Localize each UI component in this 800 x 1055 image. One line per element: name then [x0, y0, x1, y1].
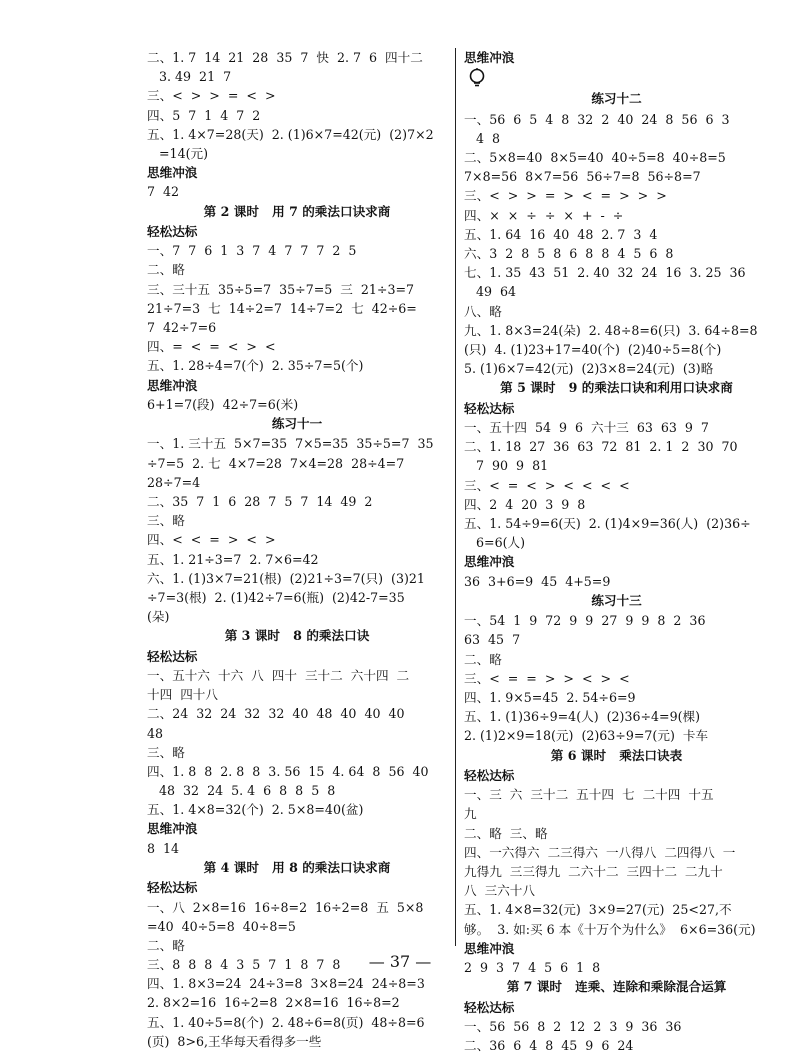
answer-line: 五、1. (1)36÷9=4(人) (2)36÷4=9(棵) [464, 709, 701, 725]
answer-line: 二、略 [464, 651, 502, 667]
section-heading: 练习十二 [591, 91, 642, 107]
answer-line: 三、< = < > < < < < [464, 477, 630, 493]
answer-line: 5. (1)6×7=42(元) (2)3×8=24(元) (3)略 [464, 361, 714, 377]
answer-line: 八、略 [464, 303, 502, 319]
answer-line: 二、略 三、略 [464, 825, 548, 841]
answer-line: 8 14 [147, 840, 180, 856]
answer-line: 四、= < = < > < [147, 339, 276, 355]
subsection-label: 轻松达标 [464, 999, 515, 1015]
section-heading: 第 3 课时 8 的乘法口诀 [224, 628, 370, 644]
answer-line: 7 90 9 81 [464, 458, 549, 474]
answer-line: 五、1. 64 16 40 48 2. 7 3 4 [464, 226, 658, 242]
answer-line: 7 42÷7=6 [147, 319, 217, 335]
section-heading: 第 7 课时 连乘、连除和乘除混合运算 [506, 979, 727, 995]
answer-line: 七、1. 35 43 51 2. 40 32 24 16 3. 25 36 [464, 265, 746, 281]
answer-line: 四、< < = > < > [147, 532, 276, 548]
answer-line: 2 9 3 7 4 5 6 1 8 [464, 959, 601, 975]
section-heading: 练习十一 [271, 415, 323, 431]
subsection-label: 轻松达标 [147, 880, 198, 896]
answer-line: 48 [147, 725, 164, 741]
answer-line: 一、56 6 5 4 8 32 2 40 24 8 56 6 3 [464, 111, 730, 127]
answer-line: 二、35 7 1 6 28 7 5 7 14 49 2 [147, 493, 373, 509]
answer-line: 三、略 [147, 744, 185, 760]
subsection-label: 思维冲浪 [464, 554, 515, 570]
answer-line: 48 32 24 5. 4 6 8 8 5 8 [147, 783, 336, 799]
subsection-label: 思维冲浪 [147, 165, 198, 181]
subsection-label: 思维冲浪 [147, 377, 198, 393]
answer-line: 4 8 [464, 130, 501, 146]
section-heading: 第 5 课时 9 的乘法口诀和利用口诀求商 [500, 380, 733, 396]
answer-line: 五、1. 40÷5=8(个) 2. 48÷6=8(页) 48÷8=6 [147, 1014, 425, 1030]
subsection-label: 轻松达标 [464, 400, 515, 416]
subsection-label: 思维冲浪 [464, 50, 515, 65]
answer-line: 2. 8×2=16 16÷2=8 2×8=16 16÷8=2 [147, 995, 400, 1011]
answer-line: 够。 3. 如:买 6 本《十万个为什么》 6×6=36(元) [464, 921, 756, 937]
subsection-label: 思维冲浪 [147, 821, 198, 837]
section-heading: 第 2 课时 用 7 的乘法口诀求商 [203, 203, 391, 219]
answer-line: 6=6(人) [464, 535, 526, 551]
answer-line: 2. (1)2×9=18(元) (2)63÷9=7(元) 卡车 [464, 728, 709, 744]
answer-line: 21÷7=3 七 14÷2=7 14÷7=2 七 42÷6= [147, 300, 417, 316]
answer-line: 四、一六得六 二三得六 一八得八 二四得八 一 [464, 844, 736, 860]
answer-line: 九、1. 8×3=24(朵) 2. 48÷8=6(只) 3. 64÷8=8 [464, 322, 758, 338]
answer-line: =14(元) [147, 145, 209, 161]
answer-line: 五、1. 4×8=32(个) 2. 5×8=40(盆) [147, 802, 364, 818]
answer-line: 四、2 4 20 3 9 8 [464, 496, 586, 512]
page-number: — 37 — [368, 952, 432, 971]
answer-line: 二、36 6 4 8 45 9 6 24 [464, 1037, 634, 1053]
answer-line: 二、略 [147, 937, 185, 953]
answer-line: 一、56 56 8 2 12 2 3 9 36 36 [464, 1018, 682, 1034]
answer-line: 二、1. 18 27 36 63 72 81 2. 1 2 30 70 [464, 439, 738, 455]
answer-line: 四、1. 8 8 2. 8 8 3. 56 15 4. 64 8 56 40 [147, 763, 429, 779]
answer-line: 三、< > > = > < = > > > [464, 188, 667, 204]
answer-line: 六、3 2 8 5 8 6 8 8 4 5 6 8 [464, 246, 674, 261]
answer-line: 一、三 六 三十二 五十四 七 二十四 十五 [464, 787, 714, 803]
answer-line: 四、1. 9×5=45 2. 54÷6=9 [464, 689, 636, 705]
answer-line: 三、三十五 35÷5=7 35÷7=5 三 21÷3=7 [147, 281, 415, 297]
answer-line: 二、略 [147, 262, 185, 278]
answer-line: 五、1. 4×7=28(天) 2. (1)6×7=42(元) (2)7×2 [147, 126, 434, 142]
section-heading: 练习十三 [591, 592, 642, 608]
answer-line: 6+1=7(段) 42÷7=6(米) [147, 396, 299, 412]
answer-line: 六、1. (1)3×7=21(根) (2)21÷3=7(只) (3)21 [147, 570, 425, 586]
answer-line: 三、< > > = < > [147, 88, 276, 104]
answer-line: ÷7=5 2. 七 4×7=28 7×4=28 28÷4=7 [147, 455, 405, 471]
section-heading: 第 4 课时 用 8 的乘法口诀求商 [203, 859, 391, 875]
answer-line: 3. 49 21 7 [147, 69, 232, 85]
answer-line: (只) 4. (1)23+17=40(个) (2)40÷5=8(个) [464, 341, 722, 357]
answer-line: 一、54 1 9 72 9 9 27 9 9 8 2 36 [464, 613, 706, 629]
answer-line: 二、5×8=40 8×5=40 40÷5=8 40÷8=5 [464, 150, 726, 166]
answer-line: 7×8=56 8×7=56 56÷7=8 56÷8=7 [464, 169, 701, 185]
answer-line: 五、1. 21÷3=7 2. 7×6=42 [147, 551, 319, 567]
answer-line: 四、5 7 1 4 7 2 [147, 107, 261, 123]
answer-line: 63 45 7 [464, 632, 521, 648]
answer-line: 八 三六十八 [464, 883, 535, 899]
answer-line: 四、× × ÷ ÷ × + - ÷ [464, 207, 624, 223]
answer-line: 二、24 32 24 32 32 40 48 40 40 40 [147, 706, 405, 722]
answer-line: 一、八 2×8=16 16÷8=2 16÷2=8 五 5×8 [147, 899, 424, 915]
answer-line: 49 64 [464, 284, 517, 300]
column-divider [455, 48, 456, 946]
section-heading: 第 6 课时 乘法口诀表 [550, 747, 683, 763]
answer-line: 三、8 8 8 4 3 5 7 1 8 7 8 [147, 957, 341, 973]
subsection-label: 轻松达标 [147, 224, 198, 239]
answer-line: 九 [464, 806, 477, 822]
answer-line: 九得九 三三得九 二六十二 三四十二 二九十 [464, 863, 723, 879]
answer-line: 一、五十六 十六 八 四十 三十二 六十四 二 [147, 667, 410, 683]
answer-line: 28÷7=4 [147, 474, 201, 490]
subsection-label: 轻松达标 [464, 768, 515, 783]
lightbulb-icon [464, 67, 769, 89]
answer-line: 36 3+6=9 45 4+5=9 [464, 573, 611, 589]
answer-line: 三、< = = > > < > < [464, 670, 630, 686]
answer-line: 十四 四十八 [147, 687, 218, 703]
answer-line: (页) 8>6,王华每天看得多一些 [147, 1033, 322, 1049]
right-answer-column [464, 48, 769, 1055]
answer-line: 三、略 [147, 513, 185, 529]
left-answer-column [147, 48, 447, 1051]
answer-line: =40 40÷5=8 40÷8=5 [147, 918, 296, 934]
answer-line: 一、1. 三十五 5×7=35 7×5=35 35÷5=7 35 [147, 436, 434, 452]
answer-line: 五、1. 4×8=32(元) 3×9=27(元) 25<27,不 [464, 902, 732, 918]
answer-line: ÷7=3(根) 2. (1)42÷7=6(瓶) (2)42-7=35 [147, 589, 405, 605]
answer-line: (朵) [147, 609, 170, 625]
answer-line: 一、7 7 6 1 3 7 4 7 7 7 2 5 [147, 243, 357, 259]
answer-line: 一、五十四 54 9 6 六十三 63 63 9 7 [464, 420, 709, 435]
answer-line: 五、1. 28÷4=7(个) 2. 35÷7=5(个) [147, 358, 364, 374]
answer-line: 7 42 [147, 184, 180, 200]
answer-line: 二、1. 7 14 21 28 35 7 快 2. 7 6 四十二 [147, 50, 423, 65]
subsection-label: 轻松达标 [147, 648, 198, 664]
answer-line: 四、1. 8×3=24 24÷3=8 3×8=24 24÷8=3 [147, 976, 425, 992]
answer-line: 五、1. 54÷9=6(天) 2. (1)4×9=36(人) (2)36÷ [464, 515, 751, 531]
subsection-label: 思维冲浪 [464, 940, 515, 956]
